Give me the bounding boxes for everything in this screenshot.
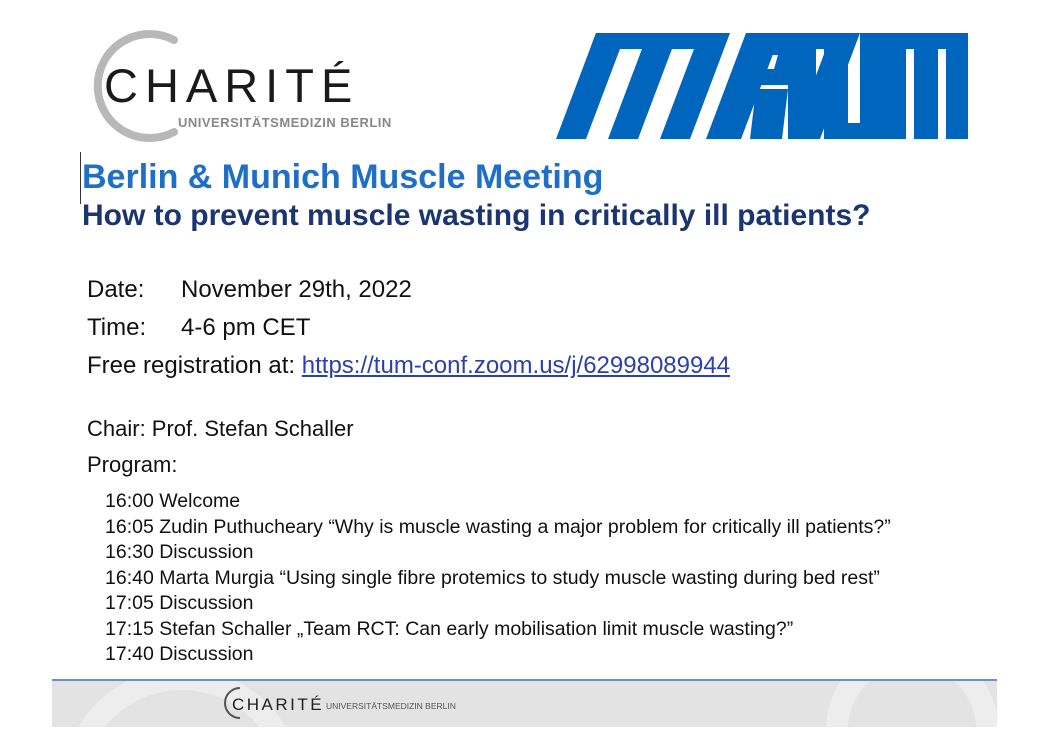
meeting-title: Berlin & Munich Muscle Meeting <box>82 158 604 196</box>
time-value: 4-6 pm CET <box>181 314 311 341</box>
program-item: 17:15 Stefan Schaller „Team RCT: Can early mobilisation limit muscle wasting?” <box>105 617 794 640</box>
date-label: Date: <box>87 276 145 303</box>
date-row <box>87 276 412 304</box>
charite-logo-subtitle: UNIVERSITÄTSMEDIZIN BERLIN <box>178 115 392 130</box>
program-item: 16:00 Welcome <box>105 490 241 512</box>
date-value: November 29th, 2022 <box>181 276 412 303</box>
charite-logo-name: CHARITÉ <box>104 59 360 112</box>
tum-mark <box>768 33 968 139</box>
meeting-subtitle: How to prevent muscle wasting in critically ill patients? <box>82 199 871 232</box>
chair-line: Chair: Prof. Stefan Schaller <box>87 416 354 441</box>
registration-label: Free registration at: <box>87 352 296 379</box>
footer-divider <box>52 679 997 681</box>
footer-charite-subtitle: UNIVERSITÄTSMEDIZIN BERLIN <box>326 701 456 711</box>
program-item: 17:05 Discussion <box>105 592 254 614</box>
registration-row <box>87 352 730 380</box>
program-item: 17:40 Discussion <box>105 643 254 665</box>
time-label: Time: <box>87 314 147 341</box>
program-list <box>105 489 891 668</box>
time-row <box>87 314 310 342</box>
charite-logo <box>78 28 398 144</box>
text-cursor <box>80 152 81 204</box>
footer-charite-name: CHARITÉ <box>232 695 325 714</box>
footer-decoration <box>52 679 997 727</box>
program-label: Program: <box>87 452 178 477</box>
mri-tum-logo <box>556 33 968 139</box>
program-item: 16:30 Discussion <box>105 541 254 563</box>
footer-band <box>52 679 997 727</box>
program-item: 16:40 Marta Murgia “Using single fibre protemics to study muscle wasting during bed rest” <box>105 566 880 589</box>
footer-charite-logo <box>222 685 522 721</box>
registration-link[interactable]: https://tum-conf.zoom.us/j/62998089944 <box>301 352 731 379</box>
program-item: 16:05 Zudin Puthucheary “Why is muscle wasting a major problem for critically ill patients?” <box>105 515 891 538</box>
